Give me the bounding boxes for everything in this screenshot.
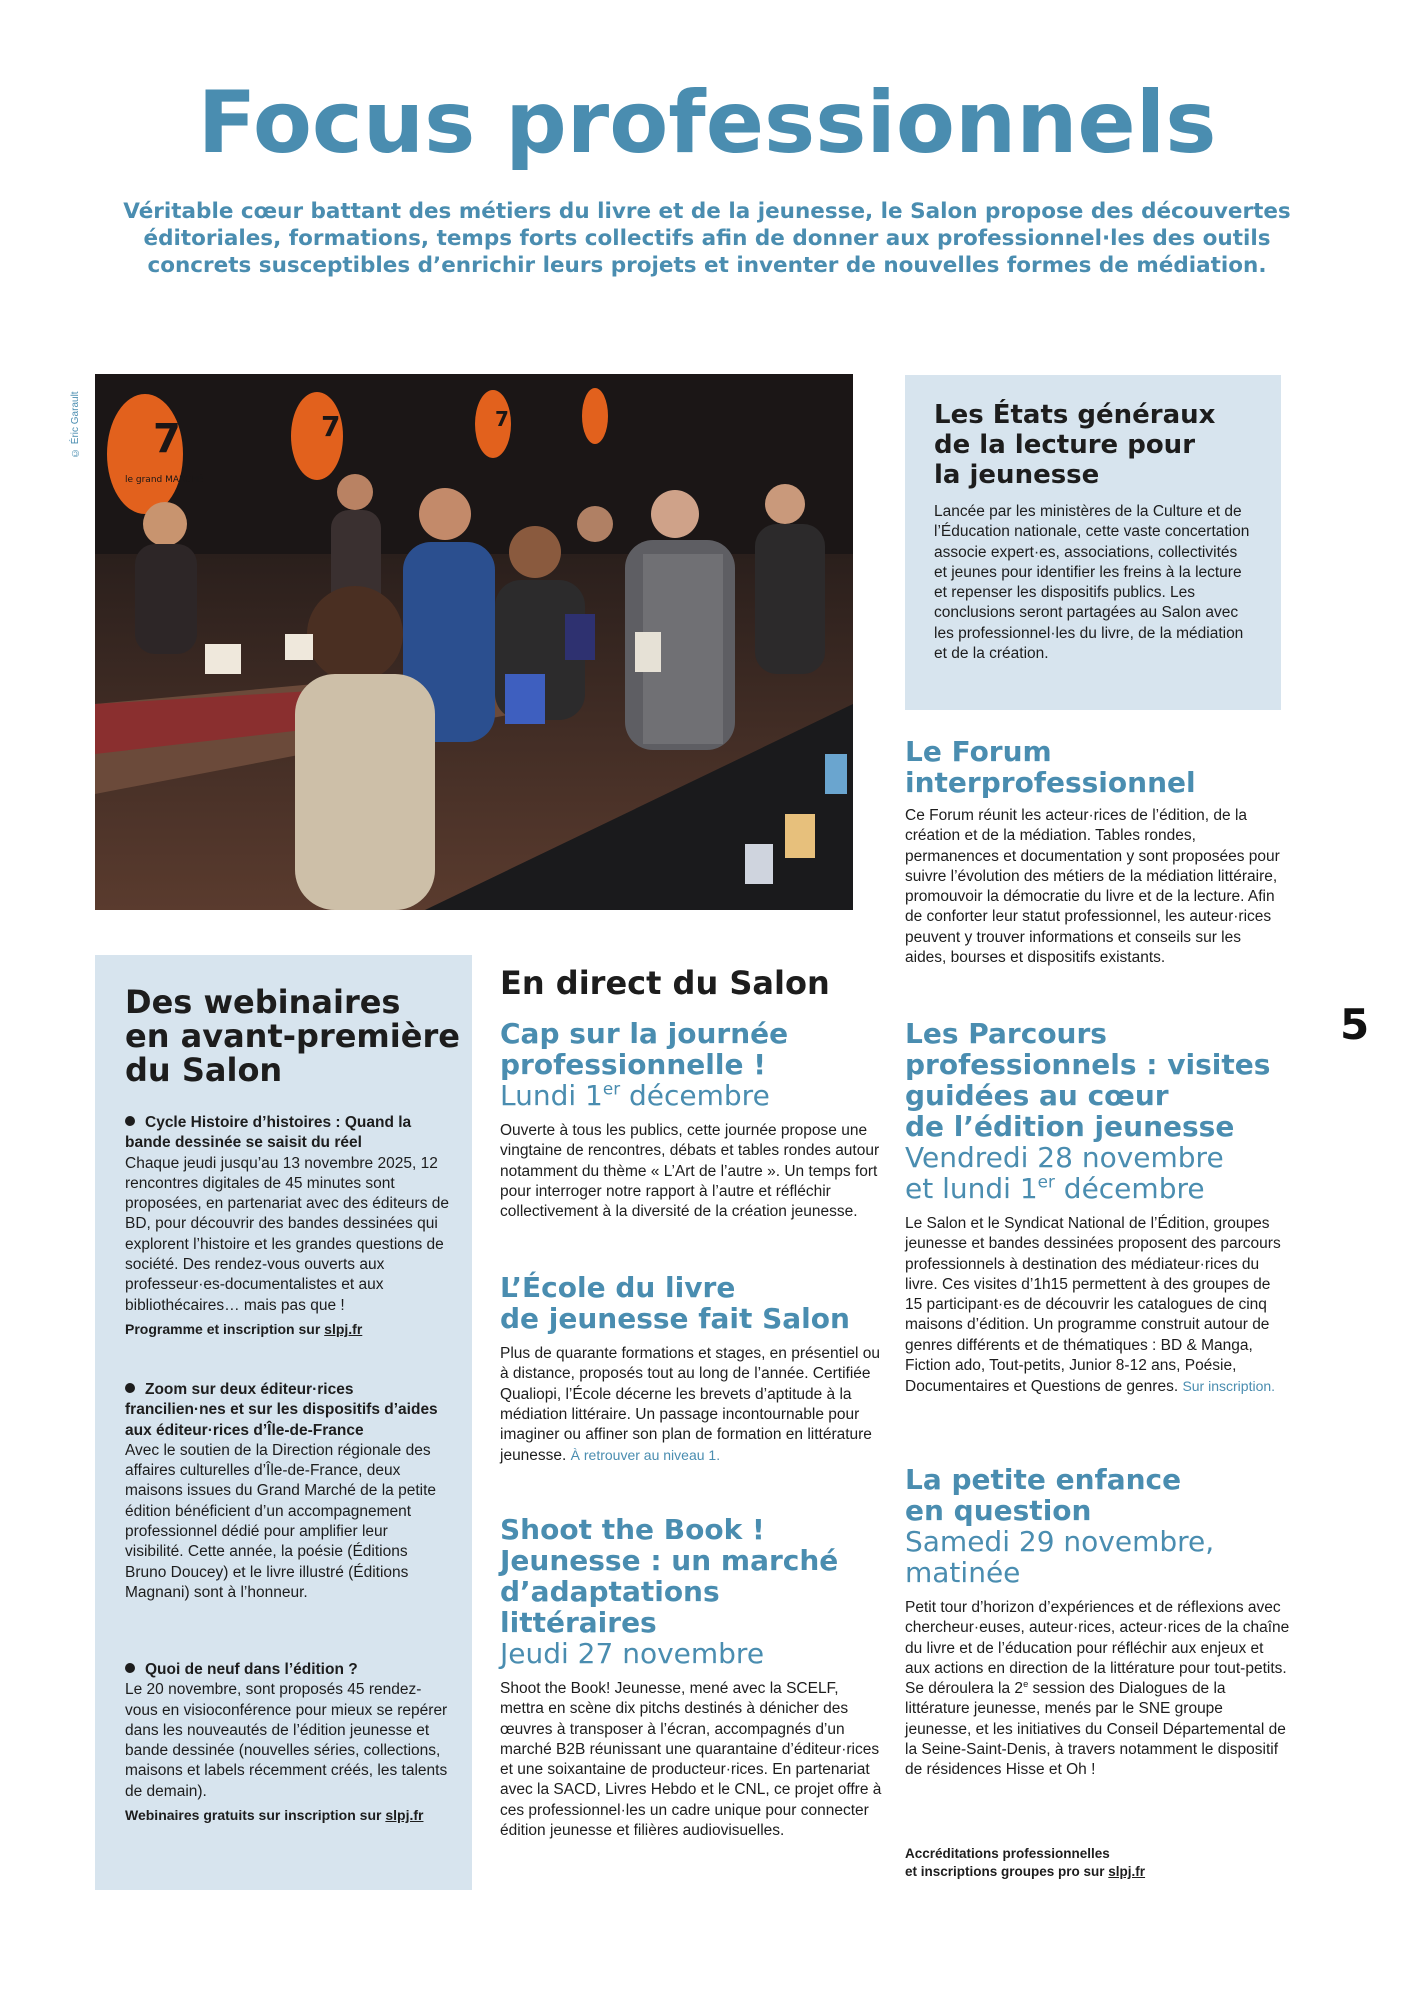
cap-title: Cap sur la journée professionnelle !	[500, 1017, 789, 1081]
webinaire-item-title: Zoom sur deux éditeur·rices francilien·nes et sur les dispositifs d’aides aux éditeur·rices d’Île-de-France	[125, 1381, 438, 1439]
etats-generaux-panel	[905, 375, 1281, 710]
etats-generaux-title: Les États généraux de la lecture pour la jeunesse	[934, 400, 1216, 490]
parcours-link[interactable]: Sur inscription.	[1182, 1378, 1276, 1395]
webinaire-item-quoi-de-neuf	[125, 1660, 450, 1824]
sign-number: 7	[153, 416, 181, 462]
slpj-link[interactable]: slpj.fr	[1108, 1864, 1146, 1879]
ecole-title: L’École du livre de jeunesse fait Salon	[500, 1271, 850, 1335]
parcours-title: Les Parcours professionnels : visites guidées au cœur de l’édition jeunesse	[905, 1017, 1271, 1143]
webinaire-item-body: Chaque jeudi jusqu’au 13 novembre 2025, 12 rencontres digitales de 45 minutes sont proposées, en partenariat avec des éditeurs de BD, pour découvrir des bandes dessinées qui explorent l’histoire et les grandes questions de société. Des rendez-vous ouverts aux professeur·es-documentalistes et aux bibliothécaires… mais pas que !	[125, 1154, 449, 1314]
webinaire-item-footer: Programme et inscription sur slpj.fr	[125, 1320, 363, 1337]
webinaire-item-footer: Webinaires gratuits sur inscription sur slpj.fr	[125, 1807, 424, 1824]
bullet-icon	[125, 1116, 135, 1126]
cap-date: Lundi 1er décembre	[500, 1078, 770, 1112]
etats-generaux-body: Lancée par les ministères de la Culture et de l’Éducation nationale, cette vaste concertation associe expert·es, associations, collectivités et jeunes pour identifier les freins à la lecture et repenser les dispositifs publics. Les conclusions seront partagées au Salon avec les professionnel·les du livre, de la médiation et de la création.	[934, 503, 1250, 663]
petite-enfance-title: La petite enfance en question	[905, 1463, 1182, 1527]
slpj-link[interactable]: slpj.fr	[385, 1807, 424, 1824]
intro-text: Véritable cœur battant des métiers du livre et de la jeunesse, le Salon propose des découvertes éditoriales, formations, temps forts collectifs afin de donner aux professionnel·les des outils concrets susceptibles d’enrichir leurs projets et inventer de nouvelles formes de médiation.	[123, 199, 1291, 278]
slpj-link[interactable]: slpj.fr	[324, 1320, 363, 1337]
petite-enfance-date: Samedi 29 novembre, matinée	[905, 1525, 1215, 1589]
page-number: 5	[1340, 1000, 1370, 1049]
shoot-body: Shoot the Book! Jeunesse, mené avec la SCELF, mettra en scène dix pitchs destinés à dénicher des œuvres à transposer à l’écran, accompagnés d’un marché B2B réunissant une quarantaine d’éditeur·rices et une soixantaine de producteur·rices. En partenariat avec la SACD, Livres Hebdo et le CNL, ce projet offre à ces professionnel·les un cadre unique pour connecter édition jeunesse et filières audiovisuelles.	[500, 1680, 882, 1840]
svg-text:7: 7	[321, 410, 341, 443]
shoot-date: Jeudi 27 novembre	[500, 1637, 765, 1670]
page-title: Focus professionnels	[197, 73, 1217, 173]
shoot-title: Shoot the Book ! Jeunesse : un marché d’adaptations littéraires	[500, 1513, 839, 1639]
forum-title: Le Forum interprofessionnel	[905, 735, 1196, 799]
salon-photo-illustration	[95, 374, 853, 910]
petite-enfance-body: Petit tour d’horizon d’expériences et de réflexions avec chercheur·euses, auteur·rices, acteur·rices de la chaîne du livre et de l’éducation pour réfléchir aux enjeux et aux actions en direction de la littérature pour tout-petits. Se déroulera la 2e session des Dialogues de la littérature jeunesse, menés par le SNE groupe jeunesse, et les initiatives du Conseil Départemental de la Seine-Saint-Denis, à travers notamment le dispositif de résidences Hisse et Oh !	[905, 1599, 1290, 1779]
ecole-link[interactable]: À retrouver au niveau 1.	[570, 1447, 721, 1464]
webinaire-item-body: Le 20 novembre, sont proposés 45 rendez-vous en visioconférence pour mieux se repérer dans les nouveautés de l’édition jeunesse et bande dessinée (nouvelles séries, collections, maisons et labels récemment créés, les talents de demain).	[125, 1681, 448, 1800]
accreditations-note: Accréditations professionnelles et inscriptions groupes pro sur slpj.fr	[905, 1846, 1146, 1879]
cap-body: Ouverte à tous les publics, cette journée propose une vingtaine de rencontres, débats et tables rondes autour notamment du thème « L’Art de l’autre ». Un temps fort pour interroger notre rapport à l’autre et réfléchir collectivement à la diversité de la création jeunesse.	[500, 1122, 880, 1221]
webinaire-item-histoire	[125, 1113, 450, 1338]
webinaire-item-title: Cycle Histoire d’histoires : Quand la bande dessinée se saisit du réel	[125, 1114, 412, 1152]
ecole-section	[500, 1272, 885, 1467]
webinaire-item-body: Avec le soutien de la Direction régionale des affaires culturelles d’Île-de-France, deux maisons issues du Grand Marché de la petite édition bénéficient d’un accompagnement professionnel dédié pour amplifier leur visibilité. Cette année, la poésie (Éditions Bruno Doucey) et le livre illustré (Éditions Magnani) sont à l’honneur.	[125, 1441, 437, 1601]
cap-section	[500, 1018, 885, 1222]
petite-enfance-section	[905, 1464, 1290, 1781]
salon-photo	[95, 374, 853, 910]
ecole-body: Plus de quarante formations et stages, en présentiel ou à distance, proposés tout au long de l’année. Certifiée Qualiopi, l’École décerne les brevets d’aptitude à la médiation littéraire. Un passage incontournable pour imaginer ou affiner son plan de formation en littérature jeunesse. À retrouver au niveau 1.	[500, 1345, 880, 1465]
bullet-icon	[125, 1663, 135, 1673]
webinaires-panel	[95, 955, 472, 1890]
sign-text: le grand MARCHÉ	[125, 475, 204, 485]
webinaires-title: Des webinaires en avant-première du Salon	[125, 983, 460, 1089]
photo-credit: © Éric Garault	[70, 391, 81, 458]
webinaire-item-zoom	[125, 1380, 450, 1603]
parcours-body: Le Salon et le Syndicat National de l’Édition, groupes jeunesse et bandes dessinées proposent des parcours professionnels à destination des médiateur·rices du livre. Ces visites d’1h15 permettent à des groupes de 15 participant·es de découvrir les catalogues de cinq maisons d’édition. Un programme construit autour de genres différents et de thématiques : BD & Manga, Fiction ado, Tout-petits, Junior 8-12 ans, Poésie, Documentaires et Questions de genres. Sur inscription.	[905, 1215, 1281, 1396]
svg-text:7: 7	[495, 407, 509, 431]
bullet-icon	[125, 1383, 135, 1393]
parcours-section	[905, 1018, 1290, 1398]
direct-title: En direct du Salon	[500, 964, 830, 1002]
webinaire-item-title: Quoi de neuf dans l’édition ?	[125, 1660, 450, 1680]
forum-body: Ce Forum réunit les acteur·rices de l’édition, de la création et de la médiation. Tables rondes, permanences et documentation y sont proposées pour suivre l’évolution des métiers de la médiation littéraire, promouvoir la démocratie du livre et de la lecture. Afin de conforter leur statut professionnel, les auteur·rices peuvent y trouver informations et conseils sur les aides, bourses et dispositifs existants.	[905, 807, 1280, 967]
shoot-section	[500, 1514, 885, 1841]
parcours-date: Vendredi 28 novembre et lundi 1er décembre	[905, 1141, 1224, 1205]
